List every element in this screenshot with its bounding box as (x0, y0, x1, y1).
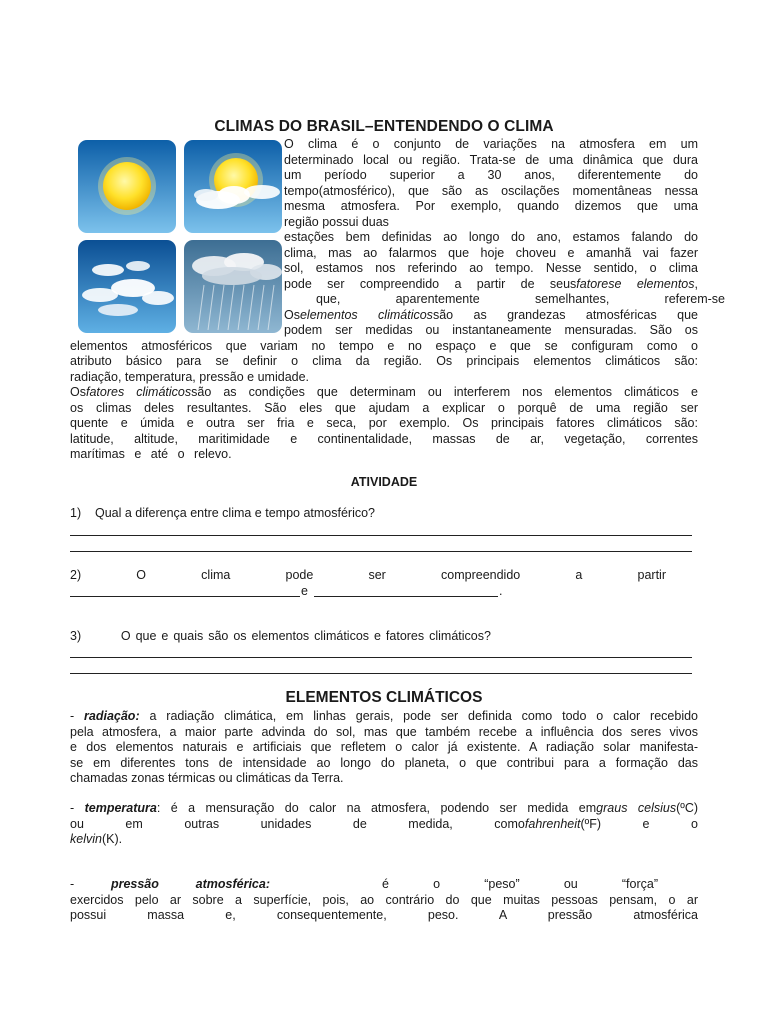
question-2-conjunction: e (301, 584, 308, 598)
body-line: - pressão atmosférica: (70, 877, 270, 891)
intro-line: clima, mas ao falarmos que hoje choveu e amanhã vai fazer (284, 245, 698, 260)
answer-line[interactable] (70, 657, 692, 658)
body-line: ou em outras unidades de medida, comofahrenheit(ºF) e o (70, 816, 698, 831)
body-line: latitude, altitude, maritimidade e continentalidade, massas de ar, vegetação, correntes (70, 431, 698, 446)
answer-blank[interactable] (70, 596, 300, 597)
answer-line[interactable] (70, 535, 692, 536)
answer-line[interactable] (70, 551, 692, 552)
body-line: se em diferentes tons de intensidade ao longo do planeta, o que contribui para a formação das (70, 755, 698, 770)
body-line: radiação, temperatura, pressão e umidade. (70, 369, 310, 384)
question-2-period: . (499, 584, 503, 598)
body-line: kelvin(K). (70, 832, 123, 846)
question-3: 3) O que e quais são os elementos climáticos e fatores climáticos? (70, 629, 491, 643)
sun-cloud-icon (184, 140, 282, 233)
body-line: pela atmosfera, a maior parte advinda do sol, mas que também recebe a influência dos seres vivos (70, 724, 698, 739)
intro-line: determinado local ou região. Trata-se de uma dinâmica que dura (284, 152, 698, 167)
body-line: possui massa e, consequentemente, peso. A pressão atmosférica (70, 908, 698, 922)
activity-heading: ATIVIDADE (350, 475, 418, 489)
answer-line[interactable] (70, 673, 692, 674)
body-line: os climas deles resultantes. São eles que ajudam a explicar o porquê de uma região ser (70, 400, 698, 415)
intro-line: estações bem definidas ao longo do ano, estamos falando do (284, 230, 698, 244)
section-heading: ELEMENTOS CLIMÁTICOS (285, 689, 483, 706)
answer-blank[interactable] (314, 596, 498, 597)
intro-line: pode ser compreendido a partir de seusfatorese elementos, (284, 276, 698, 291)
body-line: chamadas zonas térmicas ou climáticas da Terra. (70, 771, 344, 785)
intro-line: região possui duas (284, 214, 389, 229)
weather-images (78, 140, 282, 334)
page-title: CLIMAS DO BRASIL–ENTENDENDO O CLIMA (214, 118, 554, 135)
intro-line: Oselementos climáticossão as grandezas atmosféricas que (284, 307, 698, 322)
body-line: Osfatores climáticossão as condições que determinam ou interferem nos elementos climáticos e (70, 385, 698, 399)
body-line: exercidos pelo ar sobre a superfície, pois, ao contrário do que muitas pessoas pensam, o ar (70, 892, 698, 907)
intro-line: que, aparentemente semelhantes, referem-se (316, 292, 725, 306)
body-line: atributo básico para se definir o clima da região. Os principais elementos climáticos são: (70, 354, 698, 368)
body-line: marítimas e até o relevo. (70, 447, 232, 461)
question-1: 1) Qual a diferença entre clima e tempo atmosférico? (70, 506, 376, 520)
body-line: quente e úmida e outra ser fria e seca, por exemplo. Os principais fatores climáticos são: (70, 416, 698, 430)
intro-line: sol, estamos nos referindo ao tempo. Nesse sentido, o clima (284, 261, 698, 275)
question-2: 2) O clima pode ser compreendido a partir (70, 568, 666, 582)
intro-line: podem ser medidas ou instantaneamente mensuradas. São os (284, 323, 698, 337)
sun-icon (78, 140, 176, 233)
intro-line: O clima é o conjunto de variações na atmosfera em um (284, 137, 698, 151)
body-line: - radiação: a radiação climática, em linhas gerais, pode ser definida como todo o calor recebido (70, 709, 698, 723)
intro-line: tempo(atmosférico), que são as oscilações momentâneas nessa (284, 183, 698, 198)
body-line: - temperatura: é a mensuração do calor na atmosfera, podendo ser medida emgraus celsius(ºC) (70, 801, 699, 815)
rain-icon (184, 240, 282, 333)
body-line: elementos atmosféricos que variam no tempo e no espaço e que se configuram como o (70, 338, 698, 353)
clouds-icon (78, 240, 176, 333)
body-line: e dos elementos naturais e artificiais que refletem o calor já existente. A radiação solar manifesta- (70, 740, 698, 754)
body-line: é o “peso” ou “força” (382, 877, 658, 891)
intro-line: mesma atmosfera. Por exemplo, quando dizemos que uma (284, 199, 698, 213)
intro-line: um período superior a 30 anos, diferentemente do (284, 168, 698, 182)
